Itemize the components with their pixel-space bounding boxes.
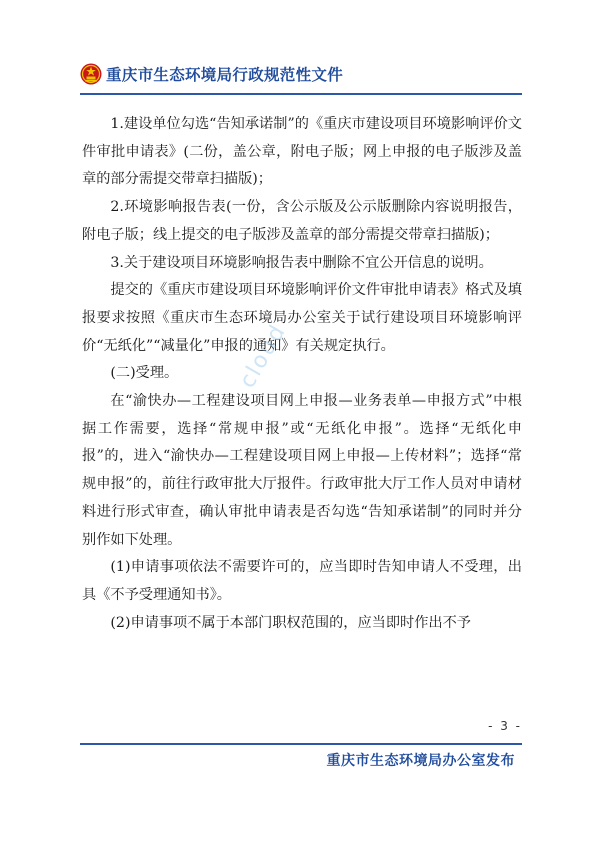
national-emblem-icon xyxy=(80,63,102,85)
paragraph-format-requirement: 提交的《重庆市建设项目环境影响评价文件审批申请表》格式及填报要求按照《重庆市生态环境局办公室关于试行建设项目环境影响评价“无纸化”“减量化”申报的通知》有关规定执行。 xyxy=(82,282,522,354)
header-title: 重庆市生态环境局行政规范性文件 xyxy=(106,66,344,84)
header-divider xyxy=(80,93,522,95)
document-body xyxy=(82,111,522,637)
document-header xyxy=(80,62,343,86)
paragraph-case-2: (2)申请事项不属于本部门职权范围的，应当即时作出不予 xyxy=(110,614,471,631)
footer-divider xyxy=(80,743,522,745)
paragraph-item-2: 2.环境影响报告表(一份，含公示版及公示版删除内容说明报告，附电子版；线上提交的电子版涉及盖章的部分需提交带章扫描版)； xyxy=(82,199,522,243)
paragraph-item-1: 1.建设单位勾选“告知承诺制”的《重庆市建设项目环境影响评价文件审批申请表》(二份，盖公章，附电子版；网上申报的电子版涉及盖章的部分需提交带章扫描版)； xyxy=(82,116,522,188)
paragraph-item-3: 3.关于建设项目环境影响报告表中删除不宜公开信息的说明。 xyxy=(110,254,493,271)
page-number: - 3 - xyxy=(488,719,522,733)
section-heading-acceptance: (二)受理。 xyxy=(110,365,179,382)
footer-publisher: 重庆市生态环境局办公室发布 xyxy=(326,753,515,769)
watermark: cloud xyxy=(235,319,292,393)
paragraph-acceptance-procedure: 在“渝快办—工程建设项目网上申报—业务表单—申报方式”中根据工作需要，选择“常规申报”或“无纸化申报”。选择“无纸化申报”的，进入“渝快办—工程建设项目网上申报—上传材料”；选择“常规申报”的，前往行政审批大厅报件。行政审批大厅工作人员对申请材料进行形式审查，确认审批申请表是否勾选“告知承诺制”的同时并分别作如下处理。 xyxy=(82,393,522,548)
paragraph-case-1: (1)申请事项依法不需要许可的，应当即时告知申请人不受理，出具《不予受理通知书》。 xyxy=(82,559,522,603)
